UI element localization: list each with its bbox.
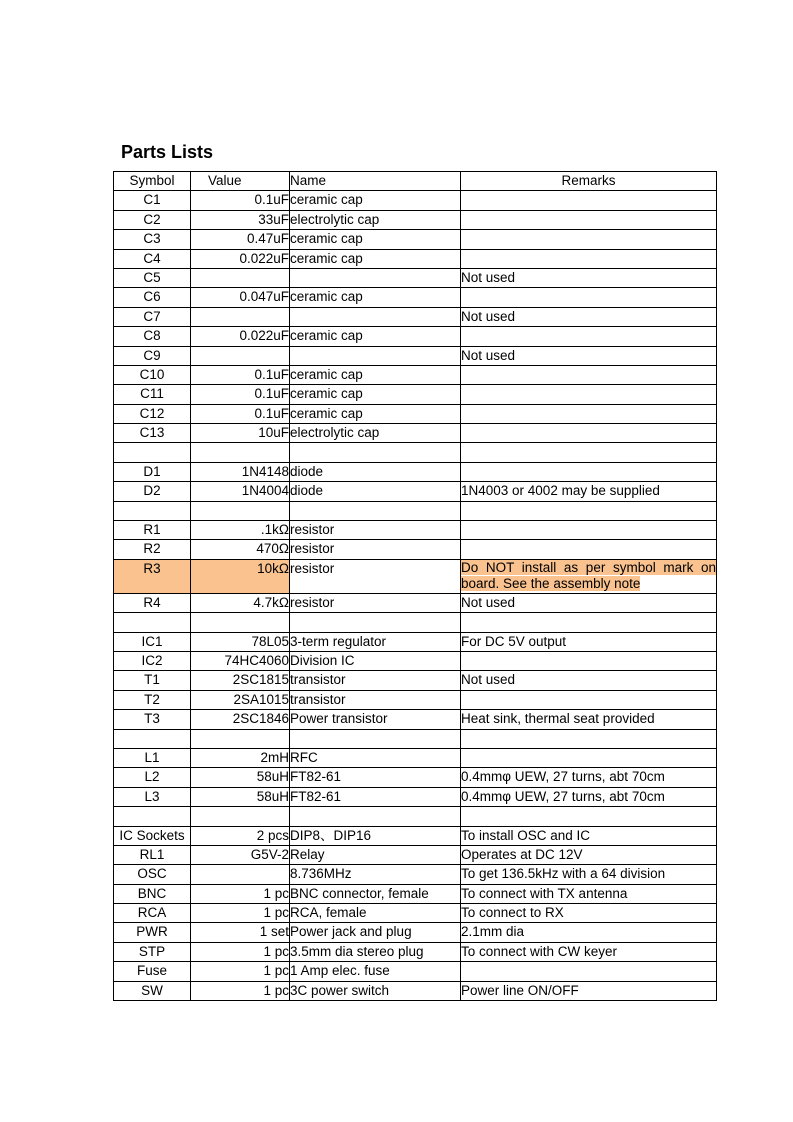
cell-name [290,443,461,462]
table-row [114,462,717,481]
cell-symbol: C1 [114,191,191,210]
cell-value [191,613,290,632]
cell-remarks [461,249,717,268]
cell-symbol: T3 [114,710,191,729]
cell-name: RFC [290,748,461,767]
cell-name [290,268,461,287]
cell-value [191,346,290,365]
cell-name [290,613,461,632]
cell-symbol: SW [114,981,191,1000]
cell-remarks [461,443,717,462]
cell-remarks [461,404,717,423]
cell-symbol: IC1 [114,632,191,651]
cell-value: 10kΩ [191,559,290,593]
cell-name: ceramic cap [290,191,461,210]
table-row [114,884,717,903]
cell-symbol: D1 [114,462,191,481]
cell-name: resistor [290,593,461,612]
cell-remarks: 0.4mmφ UEW, 27 turns, abt 70cm [461,768,717,787]
table-row [114,845,717,864]
table-row [114,690,717,709]
cell-remarks: Operates at DC 12V [461,845,717,864]
cell-symbol: R2 [114,540,191,559]
cell-value: 4.7kΩ [191,593,290,612]
header-row [114,172,717,191]
cell-remarks: Not used [461,307,717,326]
cell-remarks [461,462,717,481]
cell-value: 1N4004 [191,482,290,501]
cell-value: 2SC1815 [191,671,290,690]
table-row [114,268,717,287]
cell-symbol: C2 [114,210,191,229]
cell-remarks [461,651,717,670]
cell-remarks: Not used [461,346,717,365]
table-row [114,521,717,540]
table-row [114,249,717,268]
cell-value: 2 pcs [191,826,290,845]
cell-value: 78L05 [191,632,290,651]
cell-name: electrolytic cap [290,210,461,229]
cell-name: resistor [290,521,461,540]
cell-symbol: C6 [114,288,191,307]
cell-symbol: Fuse [114,962,191,981]
cell-remarks [461,729,717,748]
cell-symbol: T2 [114,690,191,709]
cell-name: electrolytic cap [290,424,461,443]
table-row [114,559,717,593]
cell-symbol: OSC [114,865,191,884]
table-row [114,501,717,520]
parts-table [113,171,717,1001]
cell-remarks: Not used [461,268,717,287]
cell-symbol [114,729,191,748]
page-title: Parts Lists [121,142,214,162]
cell-symbol: IC2 [114,651,191,670]
table-row [114,540,717,559]
cell-name: 3C power switch [290,981,461,1000]
table-row [114,288,717,307]
cell-symbol: C8 [114,327,191,346]
cell-value: 58uH [191,787,290,806]
cell-name: BNC connector, female [290,884,461,903]
cell-symbol: C12 [114,404,191,423]
cell-name: ceramic cap [290,365,461,384]
cell-value: 1 set [191,923,290,942]
cell-symbol: C10 [114,365,191,384]
cell-value: 1 pc [191,904,290,923]
cell-remarks [461,559,717,593]
cell-name: transistor [290,690,461,709]
cell-value: 0.047uF [191,288,290,307]
cell-symbol: T1 [114,671,191,690]
cell-value: 2SC1846 [191,710,290,729]
table-row [114,904,717,923]
cell-name: ceramic cap [290,404,461,423]
cell-value: 470Ω [191,540,290,559]
cell-remarks: Heat sink, thermal seat provided [461,710,717,729]
cell-name: 3-term regulator [290,632,461,651]
cell-name: diode [290,482,461,501]
cell-symbol: C9 [114,346,191,365]
cell-value: 0.022uF [191,327,290,346]
cell-symbol: L3 [114,787,191,806]
cell-remarks [461,191,717,210]
table-row [114,923,717,942]
table-row [114,482,717,501]
cell-symbol: C13 [114,424,191,443]
cell-remarks [461,365,717,384]
cell-name: ceramic cap [290,249,461,268]
cell-remarks: 0.4mmφ UEW, 27 turns, abt 70cm [461,787,717,806]
cell-remarks: 1N4003 or 4002 may be supplied [461,482,717,501]
cell-value: 74HC4060 [191,651,290,670]
cell-value: 58uH [191,768,290,787]
cell-value: G5V-2 [191,845,290,864]
table-row [114,307,717,326]
cell-symbol: PWR [114,923,191,942]
cell-name: FT82-61 [290,787,461,806]
cell-symbol [114,807,191,826]
highlighted-remark: Do NOT install as per symbol mark on board. See the assembly note [461,559,716,591]
table-row [114,346,717,365]
parts-body [114,191,717,1001]
cell-remarks [461,748,717,767]
table-row [114,729,717,748]
cell-symbol: D2 [114,482,191,501]
cell-name: resistor [290,559,461,593]
cell-symbol: RL1 [114,845,191,864]
cell-value: 2SA1015 [191,690,290,709]
cell-remarks [461,690,717,709]
cell-value: 0.1uF [191,365,290,384]
table-row [114,385,717,404]
cell-remarks: To connect with CW keyer [461,942,717,961]
cell-symbol: IC Sockets [114,826,191,845]
table-row [114,593,717,612]
cell-symbol: R1 [114,521,191,540]
cell-remarks: To get 136.5kHz with a 64 division [461,865,717,884]
cell-remarks [461,327,717,346]
table-row [114,768,717,787]
table-row [114,787,717,806]
cell-remarks: To connect with TX antenna [461,884,717,903]
cell-name: 1 Amp elec. fuse [290,962,461,981]
cell-name [290,346,461,365]
table-row [114,230,717,249]
cell-remarks: Not used [461,593,717,612]
cell-symbol: L2 [114,768,191,787]
cell-name [290,501,461,520]
cell-symbol [114,443,191,462]
cell-remarks [461,807,717,826]
table-row [114,365,717,384]
cell-remarks [461,210,717,229]
cell-name [290,307,461,326]
cell-value: 0.47uF [191,230,290,249]
cell-name: ceramic cap [290,385,461,404]
table-row [114,865,717,884]
cell-symbol: RCA [114,904,191,923]
cell-remarks [461,521,717,540]
table-row [114,424,717,443]
table-row [114,942,717,961]
cell-name: FT82-61 [290,768,461,787]
cell-symbol: C3 [114,230,191,249]
cell-symbol: C11 [114,385,191,404]
cell-name: RCA, female [290,904,461,923]
cell-value: 1N4148 [191,462,290,481]
cell-remarks [461,288,717,307]
cell-remarks [461,540,717,559]
cell-value [191,443,290,462]
cell-name: Division IC [290,651,461,670]
cell-name [290,729,461,748]
cell-value [191,729,290,748]
table-row [114,210,717,229]
cell-value: 0.1uF [191,404,290,423]
cell-symbol: C7 [114,307,191,326]
cell-value: 0.1uF [191,385,290,404]
cell-symbol [114,613,191,632]
cell-remarks [461,962,717,981]
cell-symbol: C5 [114,268,191,287]
cell-symbol: R4 [114,593,191,612]
cell-value: 1 pc [191,962,290,981]
cell-remarks [461,230,717,249]
cell-name: Power jack and plug [290,923,461,942]
cell-value: 0.1uF [191,191,290,210]
cell-value: 1 pc [191,981,290,1000]
cell-value [191,501,290,520]
table-row [114,404,717,423]
cell-symbol: R3 [114,559,191,593]
cell-value [191,268,290,287]
cell-name: Relay [290,845,461,864]
cell-remarks [461,385,717,404]
cell-symbol: BNC [114,884,191,903]
header-value: Value [191,172,290,191]
cell-symbol: STP [114,942,191,961]
table-row [114,807,717,826]
cell-name: ceramic cap [290,230,461,249]
cell-value [191,865,290,884]
cell-name: 8.736MHz [290,865,461,884]
cell-value: .1kΩ [191,521,290,540]
cell-remarks [461,424,717,443]
table-row [114,981,717,1000]
cell-name: diode [290,462,461,481]
cell-value [191,307,290,326]
cell-value [191,807,290,826]
cell-remarks: Not used [461,671,717,690]
cell-name: ceramic cap [290,288,461,307]
cell-name [290,807,461,826]
table-row [114,613,717,632]
cell-name: 3.5mm dia stereo plug [290,942,461,961]
cell-symbol [114,501,191,520]
cell-value: 1 pc [191,942,290,961]
cell-value: 2mH [191,748,290,767]
cell-remarks: Power line ON/OFF [461,981,717,1000]
cell-symbol: L1 [114,748,191,767]
cell-remarks: 2.1mm dia [461,923,717,942]
cell-remarks [461,613,717,632]
header-symbol: Symbol [114,172,191,191]
table-row [114,671,717,690]
cell-remarks [461,501,717,520]
cell-remarks: To install OSC and IC [461,826,717,845]
table-row [114,826,717,845]
cell-remarks: For DC 5V output [461,632,717,651]
table-row [114,327,717,346]
table-row [114,191,717,210]
table-row [114,443,717,462]
cell-name: resistor [290,540,461,559]
cell-name: Power transistor [290,710,461,729]
table-row [114,748,717,767]
header-name: Name [290,172,461,191]
cell-remarks: To connect to RX [461,904,717,923]
table-row [114,651,717,670]
cell-value: 1 pc [191,884,290,903]
table-row [114,962,717,981]
header-remarks: Remarks [461,172,717,191]
table-row [114,632,717,651]
table-row [114,710,717,729]
cell-value: 0.022uF [191,249,290,268]
cell-name: ceramic cap [290,327,461,346]
cell-symbol: C4 [114,249,191,268]
cell-name: DIP8、DIP16 [290,826,461,845]
cell-value: 33uF [191,210,290,229]
cell-name: transistor [290,671,461,690]
cell-value: 10uF [191,424,290,443]
